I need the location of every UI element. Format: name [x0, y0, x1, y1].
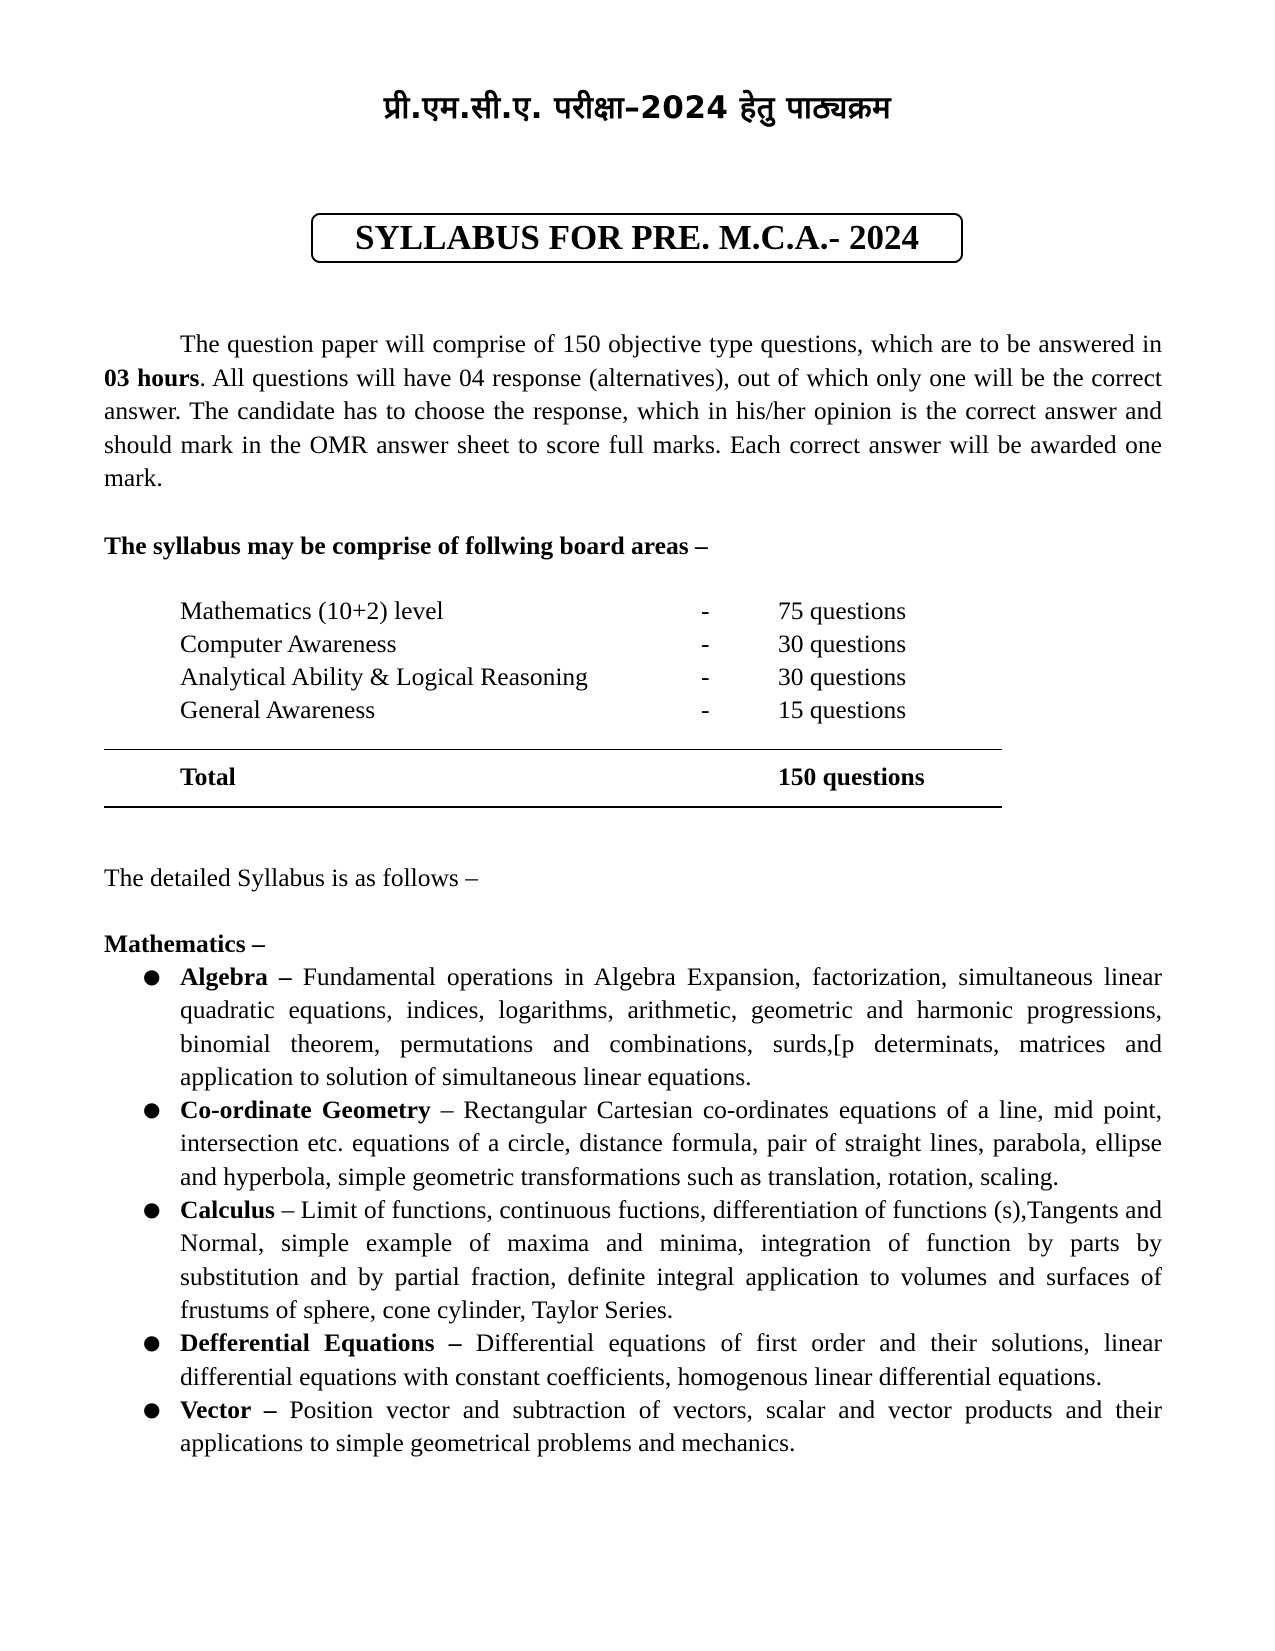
topic-name: Defferential Equations –	[180, 1328, 462, 1358]
areas-heading: The syllabus may be comprise of follwing board areas –	[104, 531, 708, 560]
bullet-icon: ●	[143, 1396, 161, 1421]
bullet-icon: ●	[143, 1097, 161, 1122]
intro-duration: 03 hours	[104, 362, 200, 392]
area-count: 30 questions	[778, 629, 907, 658]
topic-text: Differential equations of first order and their solutions, linear differential equations with constant coefficients, homogenous linear differential equations.	[180, 1328, 1162, 1391]
topic-text: Fundamental operations in Algebra Expansion, factorization, simultaneous linear quadratic equations, indices, logarithms, arithmetic, geometric and harmonic progressions, binomial theorem, permutations and combinations, surds,[p determinats, matrices and application to solution of simultaneous linear equations.	[180, 962, 1162, 1091]
intro-text-2: . All questions will have 04 response (alternatives), out of which only one will be the correct answer. The candidate has to choose the response, which in his/her opinion is the correct answer and should mark in the OMR answer sheet to score full marks. Each correct answer will be awarded one mark.	[104, 362, 1162, 492]
area-count: 30 questions	[778, 662, 907, 691]
area-count: 75 questions	[778, 596, 907, 625]
area-name: Mathematics (10+2) level	[180, 596, 444, 625]
mathematics-heading: Mathematics –	[104, 929, 265, 958]
area-name: Computer Awareness	[180, 629, 397, 658]
topic-name: Vector –	[180, 1394, 277, 1424]
bullet-icon: ●	[143, 1330, 161, 1355]
bullet-icon: ●	[143, 964, 161, 988]
english-title: SYLLABUS FOR PRE. M.C.A.- 2024	[311, 213, 963, 263]
topic-text: – Rectangular Cartesian co-ordinates equations of a line, mid point, intersection etc. equations of a circle, distance formula, pair of straight lines, parabola, ellipse and hyperbola, simple geometric transformations such as translation, rotation, scaling.	[180, 1095, 1163, 1191]
area-count: 15 questions	[778, 695, 907, 724]
list-item	[143, 1326, 1162, 1393]
mathematics-topic-list	[143, 960, 1163, 1459]
bullet-icon: ●	[143, 1197, 161, 1222]
intro-text-1: The question paper will comprise of 150 objective type questions, which are to be answered in	[180, 329, 1162, 358]
detailed-syllabus-intro: The detailed Syllabus is as follows –	[104, 863, 478, 892]
table-divider-top	[104, 749, 1002, 750]
total-count: 150 questions	[778, 762, 925, 791]
list-item	[143, 1093, 1163, 1193]
topic-name: Co-ordinate Geometry	[180, 1095, 431, 1125]
list-item	[143, 1193, 1162, 1326]
hindi-title: प्री.एम.सी.ए. परीक्षा–2024 हेतु पाठ्यक्रम	[383, 90, 892, 126]
intro-paragraph	[104, 327, 1162, 495]
list-item	[143, 1393, 1162, 1460]
area-dash: -	[701, 596, 710, 625]
topic-text: Position vector and subtraction of vectors, scalar and vector products and their applications to simple geometrical problems and mechanics.	[180, 1394, 1162, 1458]
area-dash: -	[701, 629, 710, 658]
area-name: Analytical Ability & Logical Reasoning	[180, 662, 588, 691]
total-row	[180, 760, 1000, 793]
area-dash: -	[701, 662, 710, 691]
list-item	[143, 960, 1162, 1093]
total-label: Total	[180, 762, 236, 791]
topic-name: Algebra –	[180, 962, 292, 991]
area-name: General Awareness	[180, 695, 376, 724]
topic-name: Calculus	[180, 1195, 275, 1225]
area-dash: -	[701, 695, 710, 724]
table-divider-bottom	[104, 806, 1002, 808]
topic-text: – Limit of functions, continuous fuctions, differentiation of functions (s),Tangents and Normal, simple example of maxima and minima, integration of function by parts by substitution and by partial fraction, definite integral application to volumes and surfaces of frustums of sphere, cone cylinder, Taylor Series.	[180, 1195, 1162, 1324]
